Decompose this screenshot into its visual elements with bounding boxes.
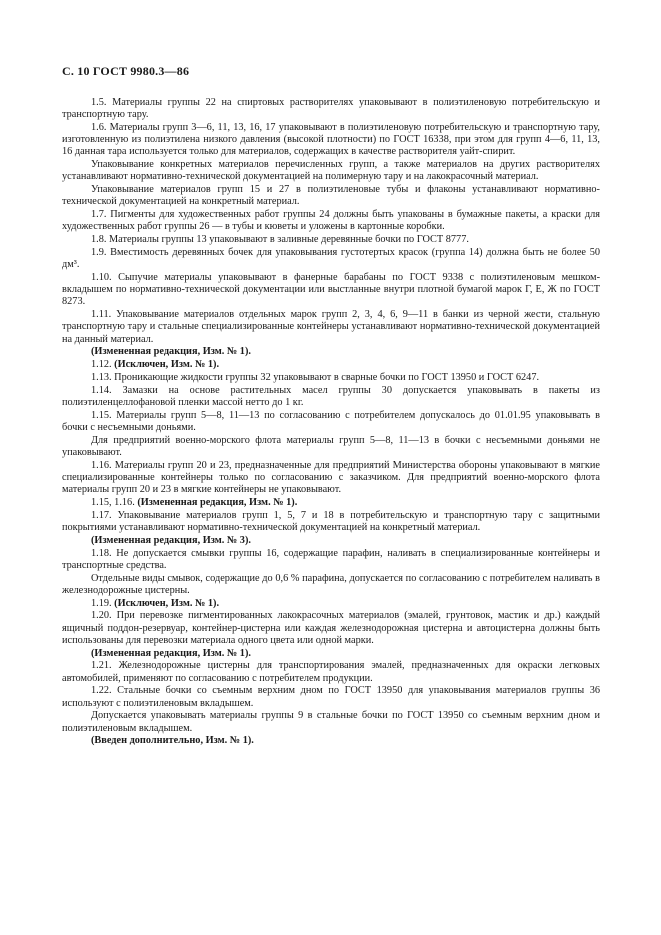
paragraph-1-15-a: Для предприятий военно-морского флота материалы групп 5—8, 11—13 в бочки с несъемными доньями не упаковывают. <box>62 434 600 458</box>
paragraph-1-7: 1.7. Пигменты для художественных работ группы 24 должны быть упакованы в бумажные пакеты, а краски для художественных работ группы 26 — в тубы и кюветы и уложены в картонные коробки. <box>62 209 600 233</box>
amendment-note: (Введен дополнительно, Изм. № 1). <box>91 735 254 747</box>
paragraph-number: 1.19. <box>91 597 115 609</box>
amendment-note: (Измененная редакция, Изм. № 1). <box>91 346 251 358</box>
paragraph-1-15: 1.15. Материалы групп 5—8, 11—13 по согласованию с потребителем допускалось до 01.01.95 упаковывать в бочки с несъемными доньями. <box>62 409 600 433</box>
paragraph-1-21: 1.21. Железнодорожные цистерны для транспортирования эмалей, предназначенных для окраски легковых автомобилей, применяют по согласованию с потребителем продукции. <box>62 660 600 684</box>
paragraph-1-6-a: Упаковывание конкретных материалов перечисленных групп, а также материалов на других растворителях устанавливают нормативно-технической документацией на полимерную тару и на лакокрасочный материал. <box>62 159 600 183</box>
document-body <box>62 97 600 748</box>
paragraph-1-18: 1.18. Не допускается смывки группы 16, содержащие парафин, наливать в специализированные контейнеры и транспортные средства. <box>62 547 600 571</box>
paragraph-1-12 <box>62 359 600 371</box>
paragraph-1-17: 1.17. Упаковывание материалов групп 1, 5, 7 и 18 в потребительскую и транспортную тару с защитными покрытиями устанавливают нормативно-технической документацией на конкретный материал. <box>62 509 600 533</box>
paragraph-1-20: 1.20. При перевозке пигментированных лакокрасочных материалов (эмалей, грунтовок, мастик и др.) каждый ящичный поддон-резервуар, контейнер-цистерна или каждая железнодорожная цистерна и автоцистерна должны быть использованы для перевозки материала одного цвета или одной марки. <box>62 610 600 646</box>
amendment-note: (Измененная редакция, Изм. № 1). <box>137 497 298 508</box>
paragraph-1-6-b: Упаковывание материалов групп 15 и 27 в полиэтиленовые тубы и флаконы устанавливают нормативно-технической документацией на конкретный материал. <box>62 184 600 208</box>
paragraph-1-18-a: Отдельные виды смывок, содержащие до 0,6 % парафина, допускается по согласованию с потребителем наливать в железнодорожные цистерны. <box>62 572 600 596</box>
paragraph-1-9: 1.9. Вместимость деревянных бочек для упаковывания густотертых красок (группа 14) должна быть не более 50 дм³. <box>62 247 600 271</box>
paragraph-1-14: 1.14. Замазки на основе растительных масел группы 30 допускается упаковывать в пакеты из полиэтиленцеллофановой пленки массой нетто до 1 кг. <box>62 384 600 408</box>
paragraph-1-15-1-16-note <box>62 497 600 509</box>
paragraph-1-19 <box>62 598 600 610</box>
amendment-note: (Измененная редакция, Изм. № 1). <box>91 647 251 659</box>
paragraph-1-5: 1.5. Материалы группы 22 на спиртовых растворителях упаковывают в полиэтиленовую потребительскую и транспортную тару. <box>62 97 600 121</box>
amendment-note: (Исключен, Изм. № 1). <box>114 359 220 371</box>
paragraph-1-10: 1.10. Сыпучие материалы упаковывают в фанерные барабаны по ГОСТ 9338 с полиэтиленовым мешком-вкладышем по нормативно-технической документации или выстланные внутри плотной бумагой марок Г, Е, Ж по ГОСТ 8273. <box>62 272 600 308</box>
amendment-note: (Измененная редакция, Изм. № 3). <box>91 534 251 546</box>
paragraph-1-11: 1.11. Упаковывание материалов отдельных марок групп 2, 3, 4, 6, 9—11 в банки из черной жести, стальную транспортную тару и стальные специализированные контейнеры устанавливают нормативно-технической документацией на данный материал. <box>62 309 600 345</box>
paragraph-1-6: 1.6. Материалы групп 3—6, 11, 13, 16, 17 упаковывают в полиэтиленовую потребительскую и транспортную тару, изготовленную из полиэтилена низкого давления (высокой плотности) по ГОСТ 16338, при этом для групп 4—6, 11, 13, 16 данная тара используется только для материалов, содержащих в качестве растворителя уайт-спирит. <box>62 122 600 158</box>
paragraph-number: 1.12. <box>91 359 115 371</box>
page-header: С. 10 ГОСТ 9980.3—86 <box>62 64 190 78</box>
paragraph-1-22: 1.22. Стальные бочки со съемным верхним дном по ГОСТ 13950 для упаковывания материалов группы 36 используют с полиэтиленовым вкладышем. <box>62 685 600 709</box>
amendment-note: (Исключен, Изм. № 1). <box>114 597 220 609</box>
paragraph-1-16: 1.16. Материалы групп 20 и 23, предназначенные для предприятий Министерства обороны упаковывают в мягкие специализированные контейнеры только по согласованию с заказчиком. Для предприятий военно-морского флота материалы групп 20 и 23 в мягкие контейнеры не упаковывают. <box>62 459 600 496</box>
paragraph-number: 1.15, 1.16. <box>91 497 138 508</box>
paragraph-1-22-a: Допускается упаковывать материалы группы 9 в стальные бочки по ГОСТ 13950 со съемным верхним дном и полиэтиленовым вкладышем. <box>62 710 600 734</box>
paragraph-1-13: 1.13. Проникающие жидкости группы 32 упаковывают в сварные бочки по ГОСТ 13950 и ГОСТ 6247. <box>91 372 540 383</box>
paragraph-1-8: 1.8. Материалы группы 13 упаковывают в заливные деревянные бочки по ГОСТ 8777. <box>91 234 469 246</box>
